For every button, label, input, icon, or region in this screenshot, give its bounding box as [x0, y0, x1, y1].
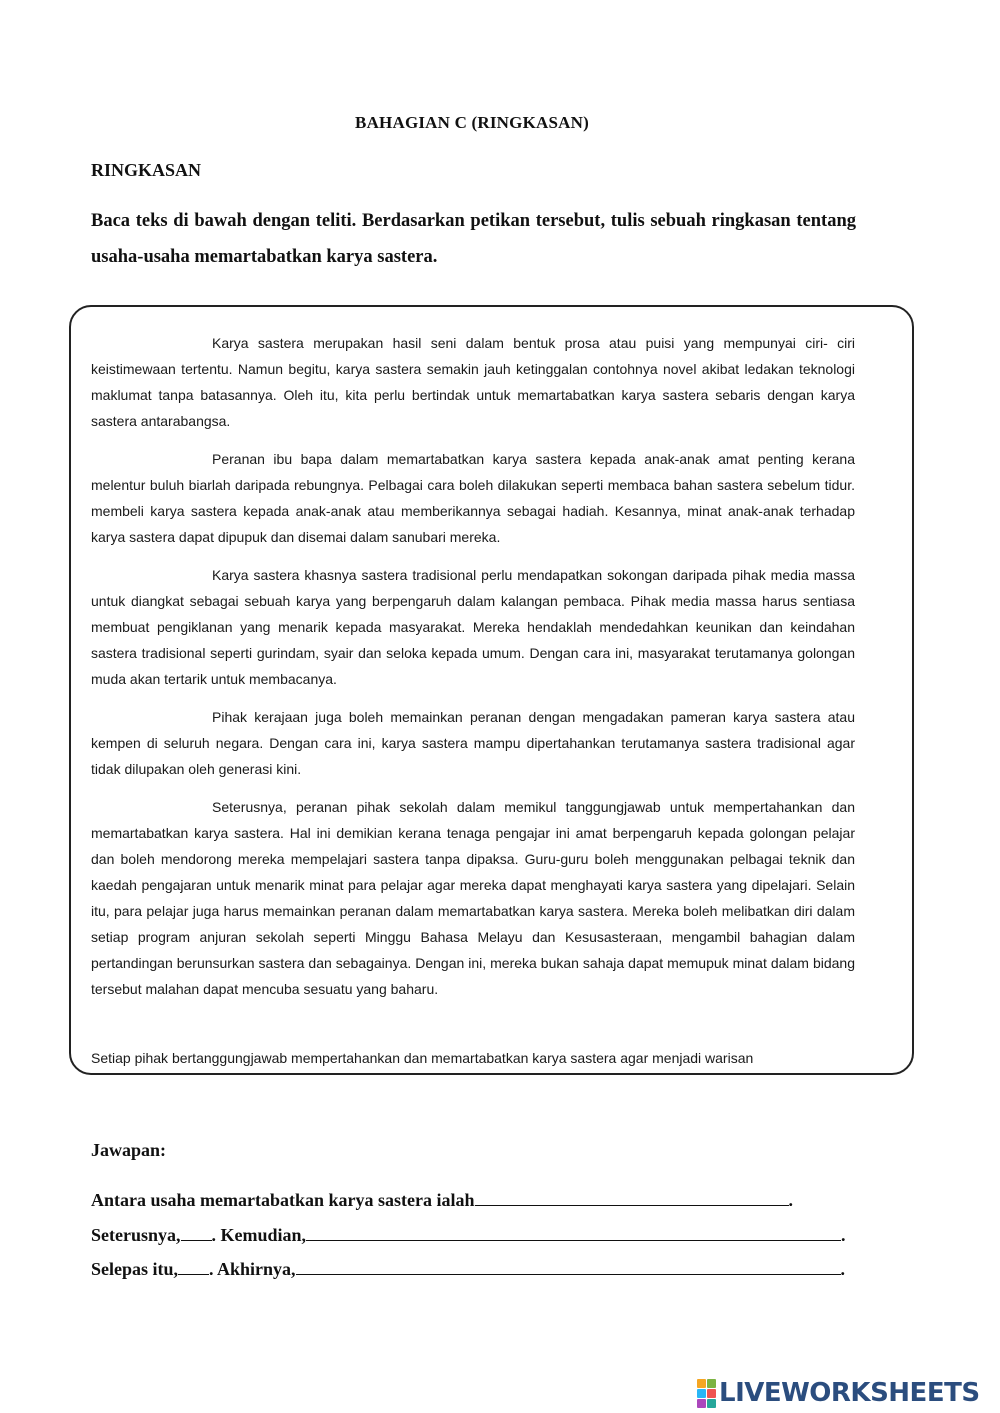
- answer-line-3-prefix: Selepas itu,: [91, 1259, 179, 1279]
- answer-blank-2[interactable]: [181, 1222, 212, 1241]
- logo-square: [697, 1379, 706, 1388]
- section-heading: RINGKASAN: [91, 160, 202, 180]
- passage-paragraph: Peranan ibu bapa dalam memartabatkan karya sastera kepada anak-anak amat penting kerana melentur buluh biarlah daripada rebungnya. Pelbagai cara boleh dilakukan seperti membaca bahan sastera sebelum tidur. membeli karya sastera kepada anak-anak atau memberikannya sebagai hadiah. Kesannya, minat anak-anak terhadap karya sastera dapat dipupuk dan disemai dalam sanubari mereka.: [91, 451, 855, 545]
- answer-blank-3[interactable]: [306, 1222, 841, 1241]
- logo-square: [707, 1379, 716, 1388]
- answer-line-2: [91, 1222, 846, 1246]
- answer-blank-5[interactable]: [296, 1256, 841, 1275]
- passage: [91, 330, 855, 1014]
- answer-line-2-prefix: Seterusnya,: [91, 1225, 181, 1245]
- passage-paragraph: Pihak kerajaan juga boleh memainkan peranan dengan mengadakan pameran karya sastera atau kempen di seluruh negara. Dengan cara ini, karya sastera mampu dipertahankan terutamanya sastera tradisional agar tidak dilupakan oleh generasi kini.: [91, 709, 855, 777]
- logo-square: [697, 1389, 706, 1398]
- answer-line-1: [91, 1187, 793, 1211]
- answer-line-1-prefix: Antara usaha memartabatkan karya sastera ialah: [91, 1190, 475, 1210]
- answer-line-3: [91, 1256, 845, 1280]
- passage-last-line: Setiap pihak bertanggungjawab mempertahankan dan memartabatkan karya sastera agar menjadi warisan: [91, 1050, 754, 1066]
- passage-paragraph: Karya sastera merupakan hasil seni dalam bentuk prosa atau puisi yang mempunyai ciri- ciri keistimewaan tertentu. Namun begitu, karya sastera semakin jauh ketinggalan contohnya novel akibat ledakan teknologi maklumat tanpa batasannya. Oleh itu, kita perlu bertindak untuk memartabatkan karya sastera sebaris dengan karya sastera antarabangsa.: [91, 335, 855, 429]
- answer-blank-1[interactable]: [475, 1187, 789, 1206]
- answer-line-3-mid: . Akhirnya,: [209, 1259, 296, 1279]
- logo-square: [707, 1399, 716, 1408]
- logo-mark-icon: [697, 1379, 716, 1408]
- answer-blank-4[interactable]: [178, 1256, 209, 1275]
- instruction-text: Baca teks di bawah dengan teliti. Berdasarkan petikan tersebut, tulis sebuah ringkasan tentang usaha-usaha memartabatkan karya sastera.: [91, 211, 856, 267]
- liveworksheets-logo: [697, 1378, 980, 1408]
- page-title: BAHAGIAN C (RINGKASAN): [355, 113, 589, 132]
- logo-square: [697, 1399, 706, 1408]
- answer-period: .: [841, 1225, 846, 1245]
- answer-label: Jawapan:: [91, 1140, 167, 1160]
- passage-paragraph: Seterusnya, peranan pihak sekolah dalam memikul tanggungjawab untuk mempertahankan dan memartabatkan karya sastera. Hal ini demikian kerana tenaga pengajar ini amat berpengaruh kepada golongan pelajar dan boleh mendorong mereka mempelajari sastera tanpa dipaksa. Guru-guru boleh menggunakan pelbagai teknik dan kaedah pengajaran untuk menarik minat para pelajar agar mereka dapat menghayati karya sastera yang dipelajari. Selain itu, para pelajar juga harus memainkan peranan dalam memartabatkan karya sastera. Mereka boleh melibatkan diri dalam setiap program anjuran sekolah seperti Minggu Bahasa Melayu dan Kesusasteraan, mengambil bahagian dalam pertandingan berunsurkan sastera dan sebagainya. Dengan ini, mereka bukan sahaja dapat memupuk minat dalam bidang tersebut malahan dapat mencuba sesuatu yang baharu.: [91, 799, 855, 997]
- answer-period: .: [788, 1190, 794, 1210]
- answer-period: .: [840, 1259, 846, 1279]
- logo-text: LIVEWORKSHEETS: [719, 1378, 980, 1408]
- passage-paragraph: Karya sastera khasnya sastera tradisional perlu mendapatkan sokongan daripada pihak media massa untuk diangkat sebagai sebuah karya yang berpengaruh dalam kalangan pembaca. Pihak media massa harus sentiasa membuat pengiklanan yang menarik kepada masyarakat. Mereka hendaklah mendedahkan keunikan dan keindahan sastera tradisional seperti gurindam, syair dan seloka kepada umum. Dengan cara ini, masyarakat terutamanya golongan muda akan tertarik untuk membacanya.: [91, 567, 855, 687]
- logo-square: [707, 1389, 716, 1398]
- answer-line-2-mid: . Kemudian,: [211, 1225, 307, 1245]
